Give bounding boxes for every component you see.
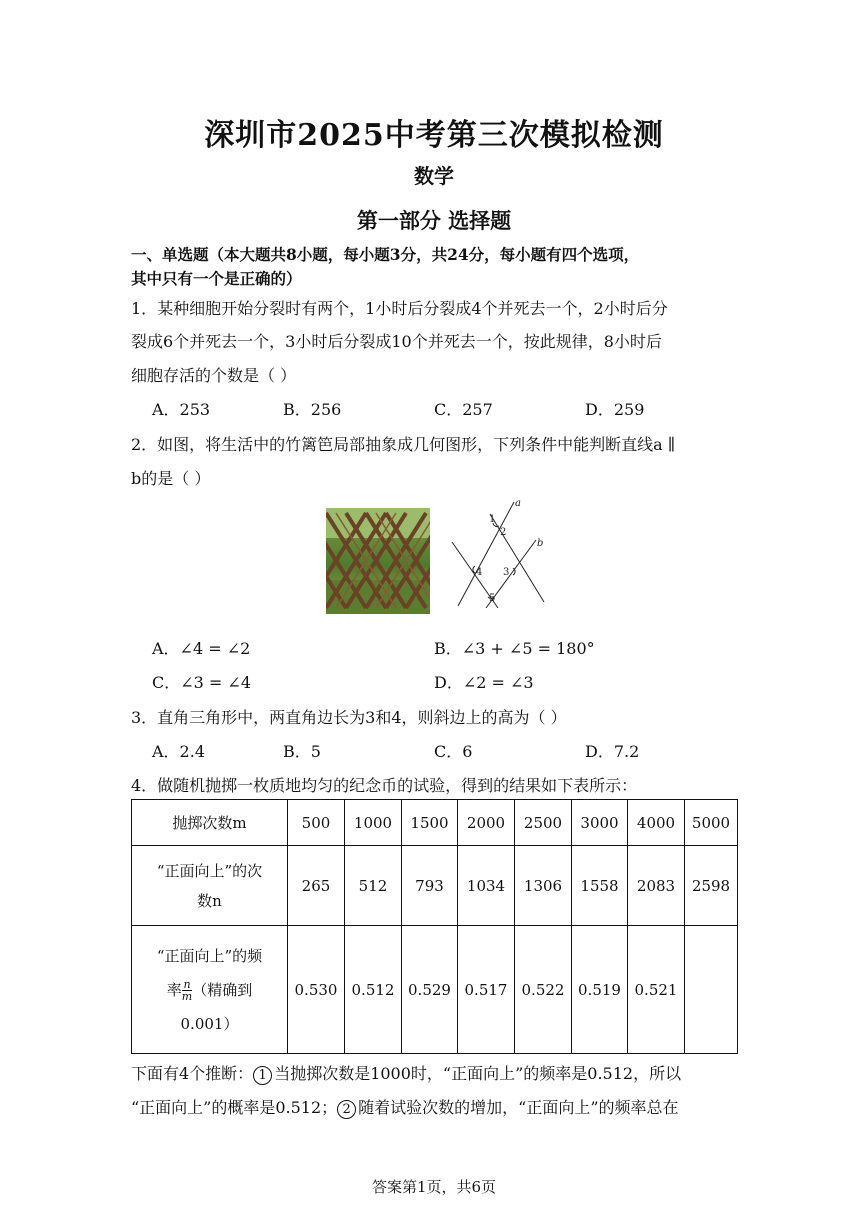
q3-option-b: B．5: [283, 742, 321, 761]
q2-line1: 2．如图，将生活中的竹篱笆局部抽象成几何图形，下列条件中能判断直线a ∥: [131, 435, 676, 454]
q1-line1: 1．某种细胞开始分裂时有两个，1小时后分裂成4个并死去一个，2小时后分: [131, 299, 668, 318]
q3-option-d: D．7.2: [585, 742, 640, 761]
table-cell: 1034: [458, 846, 515, 926]
q3-option-a: A．2.4: [152, 742, 206, 761]
table-cell: 2083: [628, 846, 685, 926]
table-cell: 1558: [572, 846, 628, 926]
table-cell: 793: [402, 846, 458, 926]
section-heading-line2: 其中只有一个是正确的）: [131, 269, 302, 288]
q1-option-b: B．256: [283, 400, 342, 419]
table-cell: 3000: [572, 800, 628, 846]
label-b: b: [537, 538, 544, 549]
document-title: 深圳市2025中考第三次模拟检测: [204, 118, 664, 153]
row-header-n: “正面向上”的次 数n: [132, 846, 288, 926]
page-footer: 答案第1页，共6页: [371, 1178, 497, 1196]
table-cell: 0.521: [628, 926, 685, 1054]
label-a: a: [515, 498, 521, 509]
q2-option-a: A．∠4 = ∠2: [152, 639, 251, 658]
q1-option-a: A．253: [152, 400, 211, 419]
angle-label-2: 2: [500, 527, 507, 538]
angle-label-4: 4: [476, 567, 483, 578]
circled-number-1: 1: [253, 1066, 272, 1085]
table-cell: 1000: [345, 800, 402, 846]
table-cell: 0.530: [288, 926, 345, 1054]
table-cell: 1306: [515, 846, 572, 926]
row-header-m: 抛掷次数m: [132, 800, 288, 846]
table-cell: 5000: [685, 800, 738, 846]
table-row: [132, 926, 738, 1054]
q3-option-c: C．6: [434, 742, 473, 761]
table-cell: 512: [345, 846, 402, 926]
q1-option-c: C．257: [434, 400, 493, 419]
table-cell: 1500: [402, 800, 458, 846]
q4-line1: 4．做随机抛掷一枚质地均匀的纪念币的试验，得到的结果如下表所示：: [131, 776, 638, 795]
table-cell: 265: [288, 846, 345, 926]
angle-label-1: 1: [489, 514, 496, 525]
circled-number-2: 2: [337, 1100, 356, 1119]
part-heading: 第一部分 选择题: [356, 208, 512, 233]
row-header-frequency: “正面向上”的频 率 $\frac{n}{m}$ （精确到 0.001）: [132, 926, 288, 1054]
angle-label-3: 3: [503, 567, 510, 578]
table-cell: [685, 926, 738, 1054]
fraction-n-over-m: $\frac{n}{m}$: [181, 978, 193, 1003]
table-cell: 0.529: [402, 926, 458, 1054]
table-cell: 2500: [515, 800, 572, 846]
q2-option-c: C．∠3 = ∠4: [152, 673, 251, 692]
table-cell: 0.512: [345, 926, 402, 1054]
q2-option-d: D．∠2 = ∠3: [434, 673, 534, 692]
q2-option-b: B．∠3 + ∠5 = 180°: [434, 639, 595, 658]
q2-line2: b的是（ ）: [131, 469, 211, 488]
table-row: [132, 846, 738, 926]
table-cell: 0.517: [458, 926, 515, 1054]
q4-inference-line2: “正面向上”的概率是0.512； 2 随着试验次数的增加，“正面向上”的频率总在: [131, 1098, 679, 1117]
table-cell: 2598: [685, 846, 738, 926]
table-row: [132, 800, 738, 846]
transversal-1: [490, 514, 544, 602]
table-cell: 0.519: [572, 926, 628, 1054]
parallel-lines-diagram: [444, 496, 554, 608]
q1-option-d: D．259: [585, 400, 645, 419]
bamboo-fence-photo: [326, 508, 430, 614]
q4-inference-line1: 下面有4个推断： 1 当抛掷次数是1000时，“正面向上”的频率是0.512，所以: [131, 1064, 682, 1083]
subject-heading: 数学: [414, 164, 454, 188]
section-heading-line1: 一、单选题（本大题共8小题，每小题3分，共24分，每小题有四个选项，: [131, 245, 640, 264]
coin-toss-table: [131, 799, 738, 1054]
table-cell: 2000: [458, 800, 515, 846]
table-cell: 500: [288, 800, 345, 846]
q1-line3: 细胞存活的个数是（ ）: [131, 366, 297, 385]
angle-label-5: 5: [489, 593, 496, 604]
q3-line1: 3．直角三角形中，两直角边长为3和4，则斜边上的高为（ ）: [131, 708, 567, 727]
table-cell: 0.522: [515, 926, 572, 1054]
q1-line2: 裂成6个并死去一个，3小时后分裂成10个并死去一个，按此规律，8小时后: [131, 332, 662, 351]
table-cell: 4000: [628, 800, 685, 846]
